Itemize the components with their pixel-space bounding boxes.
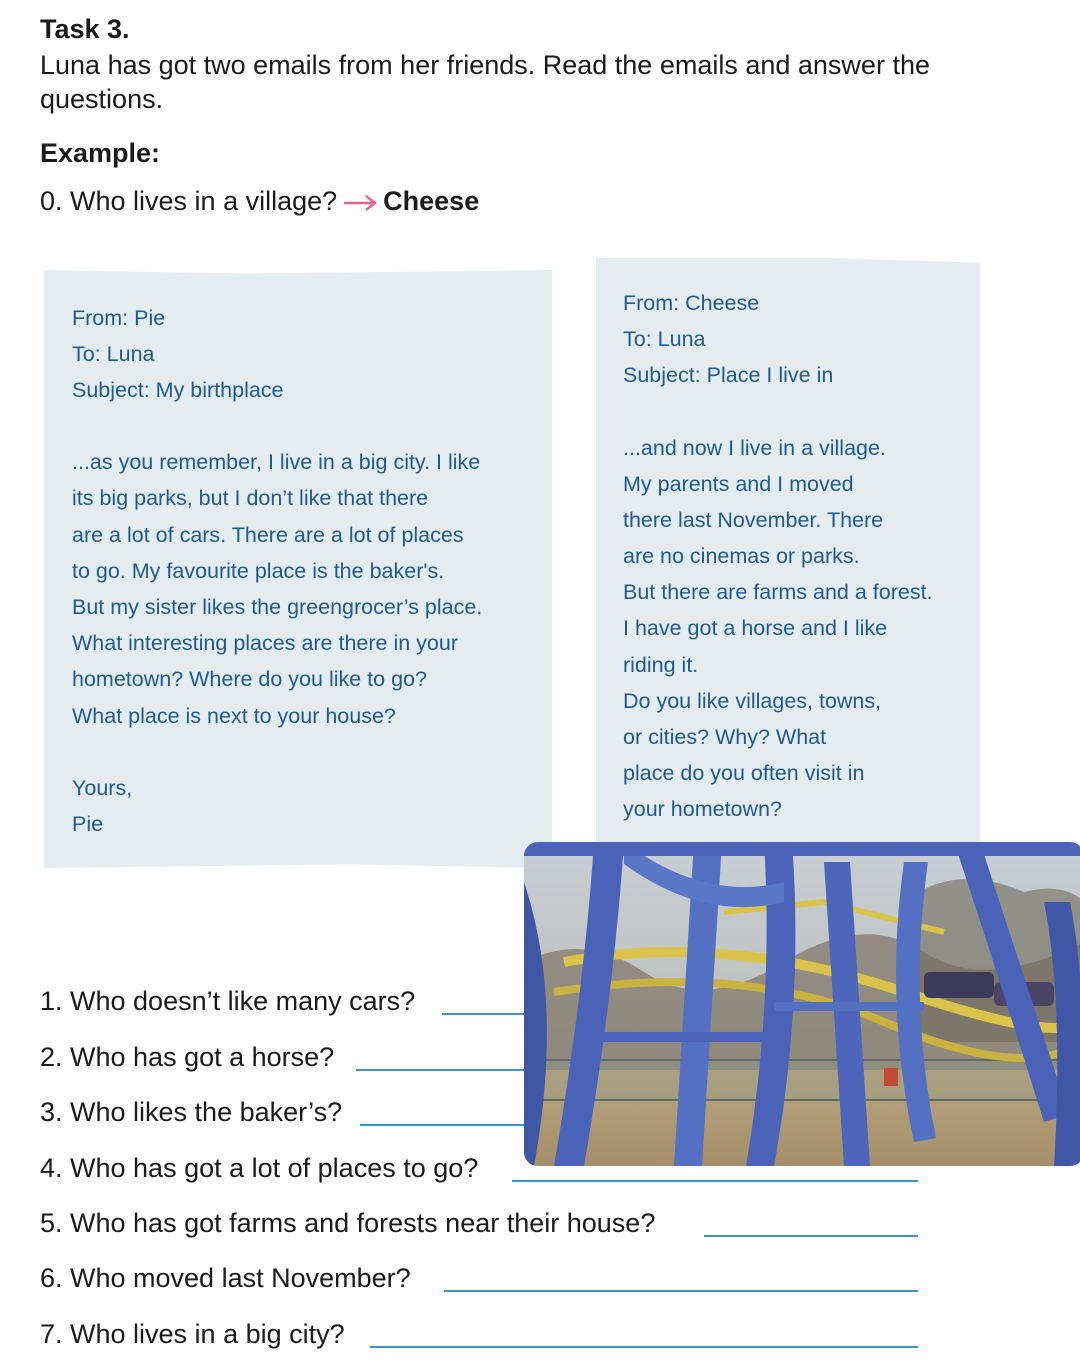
email-signature: Pie [72, 812, 104, 836]
answer-line-4[interactable] [512, 1180, 918, 1182]
email-body-line: to go. My favourite place is the baker's. [72, 559, 445, 583]
answer-line-7[interactable] [370, 1346, 918, 1348]
email-body-line: or cities? Why? What [623, 725, 827, 749]
question-7: 7. Who lives in a big city? [40, 1319, 345, 1349]
email-body-line: are a lot of cars. There are a lot of places [72, 523, 464, 547]
email-body-line: I have got a horse and I like [623, 616, 888, 640]
email-body-line: ...as you remember, I live in a big city. I like [72, 450, 481, 474]
email-body-line: are no cinemas or parks. [623, 544, 860, 568]
email-subject: Subject: Place I live in [623, 363, 834, 387]
email-from: From: Cheese [623, 291, 760, 315]
task-instruction: Luna has got two emails from her friends. Read the emails and answer the questions. [40, 50, 930, 114]
example-label: Example: [40, 138, 161, 168]
email-body-line: its big parks, but I don’t like that there [72, 486, 429, 510]
email-body-line: place do you often visit in [623, 761, 865, 785]
answer-line-6[interactable] [444, 1290, 918, 1292]
email-from: From: Pie [72, 306, 166, 330]
email-body-line: there last November. There [623, 508, 884, 532]
email-closing: Yours, [72, 776, 133, 800]
email-body-line: What place is next to your house? [72, 704, 396, 728]
example-question: 0. Who lives in a village? [40, 186, 338, 216]
email-to: To: Luna [623, 327, 706, 351]
question-6: 6. Who moved last November? [40, 1263, 411, 1293]
roller-coaster-photo [524, 842, 1080, 1166]
example-answer: Cheese [383, 186, 480, 216]
answer-line-2[interactable] [356, 1069, 542, 1071]
example-line [40, 186, 479, 217]
email-body-line: But my sister likes the greengrocer’s place. [72, 595, 483, 619]
question-3: 3. Who likes the baker’s? [40, 1097, 343, 1127]
email-body-line: But there are farms and a forest. [623, 580, 933, 604]
email-to: To: Luna [72, 342, 155, 366]
email-body-line: ...and now I live in a village. [623, 436, 886, 460]
email-subject: Subject: My birthplace [72, 378, 284, 402]
answer-line-5[interactable] [704, 1235, 918, 1237]
email-body-line: your hometown? [623, 797, 782, 821]
question-1: 1. Who doesn’t like many cars? [40, 986, 416, 1016]
question-2: 2. Who has got a horse? [40, 1042, 335, 1072]
answer-line-3[interactable] [360, 1124, 542, 1126]
email-body-line: riding it. [623, 653, 699, 677]
email-body-line: Do you like villages, towns, [623, 689, 882, 713]
task-title: Task 3. [40, 14, 130, 44]
email-body-line: My parents and I moved [623, 472, 854, 496]
email-body-line: What interesting places are there in your [72, 631, 459, 655]
question-5: 5. Who has got farms and forests near their house? [40, 1208, 656, 1238]
question-4: 4. Who has got a lot of places to go? [40, 1153, 479, 1183]
arrow-right-icon [343, 194, 377, 212]
email-body-line: hometown? Where do you like to go? [72, 667, 427, 691]
